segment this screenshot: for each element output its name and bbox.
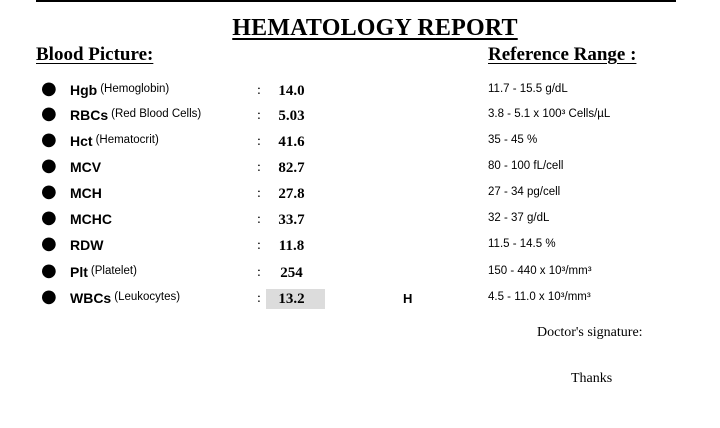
- bullet-icon: ●: [41, 233, 57, 254]
- test-name: [70, 107, 201, 123]
- test-row-hct: [0, 131, 720, 153]
- test-value: 14.0: [278, 83, 305, 99]
- top-border-rule: [36, 0, 676, 2]
- test-value: 5.03: [278, 108, 305, 124]
- doctor-signature-label: Doctor's signature:: [537, 325, 643, 340]
- test-name: [70, 82, 169, 98]
- test-abbrev: Plt: [70, 264, 88, 280]
- test-name: [70, 237, 106, 253]
- reference-range: 4.5 - 11.0 x 10³/mm³: [488, 291, 591, 303]
- reference-range: 150 - 440 x 10³/mm³: [488, 265, 592, 277]
- bullet-icon: ●: [41, 260, 57, 281]
- test-row-mchc: [0, 209, 720, 231]
- reference-range: 35 - 45 %: [488, 134, 538, 146]
- bullet-icon: ●: [41, 286, 57, 307]
- test-full-name: (Leukocytes): [114, 291, 181, 303]
- bullet-icon: ●: [41, 155, 57, 176]
- test-abbrev: MCV: [70, 159, 102, 175]
- test-name: [70, 133, 159, 149]
- test-abbrev: RBCs: [70, 107, 109, 123]
- test-abbrev: WBCs: [70, 290, 112, 306]
- test-value: 82.7: [278, 160, 305, 176]
- test-name: [70, 159, 104, 175]
- test-name: [70, 264, 137, 280]
- bullet-icon: ●: [41, 181, 57, 202]
- test-row-rbcs: [0, 105, 720, 127]
- test-name: [70, 211, 115, 227]
- report-title: HEMATOLOGY REPORT: [232, 15, 518, 41]
- colon-separator: :: [257, 212, 261, 227]
- test-abbrev: MCH: [70, 185, 102, 201]
- test-row-rdw: [0, 235, 720, 257]
- reference-range: 11.7 - 15.5 g/dL: [488, 83, 568, 95]
- blood-picture-heading: Blood Picture:: [36, 44, 154, 65]
- test-row-hgb: [0, 80, 720, 102]
- colon-separator: :: [257, 186, 261, 201]
- test-full-name: (Platelet): [90, 265, 137, 277]
- bullet-icon: ●: [41, 78, 57, 99]
- thanks-text: Thanks: [571, 371, 613, 386]
- reference-range: 32 - 37 g/dL: [488, 212, 550, 224]
- reference-range: 3.8 - 5.1 x 100³ Cells/µL: [488, 108, 611, 120]
- test-full-name: (Hemoglobin): [100, 83, 170, 95]
- bullet-icon: ●: [41, 207, 57, 228]
- test-name: [70, 290, 180, 306]
- colon-separator: :: [257, 134, 261, 149]
- test-abbrev: RDW: [70, 237, 104, 253]
- test-row-mch: [0, 183, 720, 205]
- high-flag: H: [403, 291, 413, 306]
- test-name: [70, 185, 105, 201]
- reference-range-heading: Reference Range :: [488, 44, 637, 65]
- test-abbrev: MCHC: [70, 211, 112, 227]
- test-full-name: (Red Blood Cells): [111, 108, 202, 120]
- test-row-mcv: [0, 157, 720, 179]
- test-value: 33.7: [278, 212, 305, 228]
- colon-separator: :: [257, 160, 261, 175]
- colon-separator: :: [257, 238, 261, 253]
- test-full-name: (Hematocrit): [95, 134, 159, 146]
- test-row-plt: [0, 262, 720, 284]
- test-row-wbcs: [0, 288, 720, 310]
- test-value-highlighted: 13.2: [266, 289, 325, 309]
- test-value: 27.8: [278, 186, 305, 202]
- test-value: 254: [280, 265, 303, 281]
- reference-range: 11.5 - 14.5 %: [488, 238, 556, 250]
- reference-range: 27 - 34 pg/cell: [488, 186, 561, 198]
- test-abbrev: Hgb: [70, 82, 98, 98]
- test-value: 41.6: [278, 134, 305, 150]
- colon-separator: :: [257, 291, 261, 306]
- bullet-icon: ●: [41, 103, 57, 124]
- test-abbrev: Hct: [70, 133, 93, 149]
- colon-separator: :: [257, 83, 261, 98]
- bullet-icon: ●: [41, 129, 57, 150]
- test-value: 11.8: [278, 238, 305, 254]
- colon-separator: :: [257, 108, 261, 123]
- colon-separator: :: [257, 265, 261, 280]
- reference-range: 80 - 100 fL/cell: [488, 160, 564, 172]
